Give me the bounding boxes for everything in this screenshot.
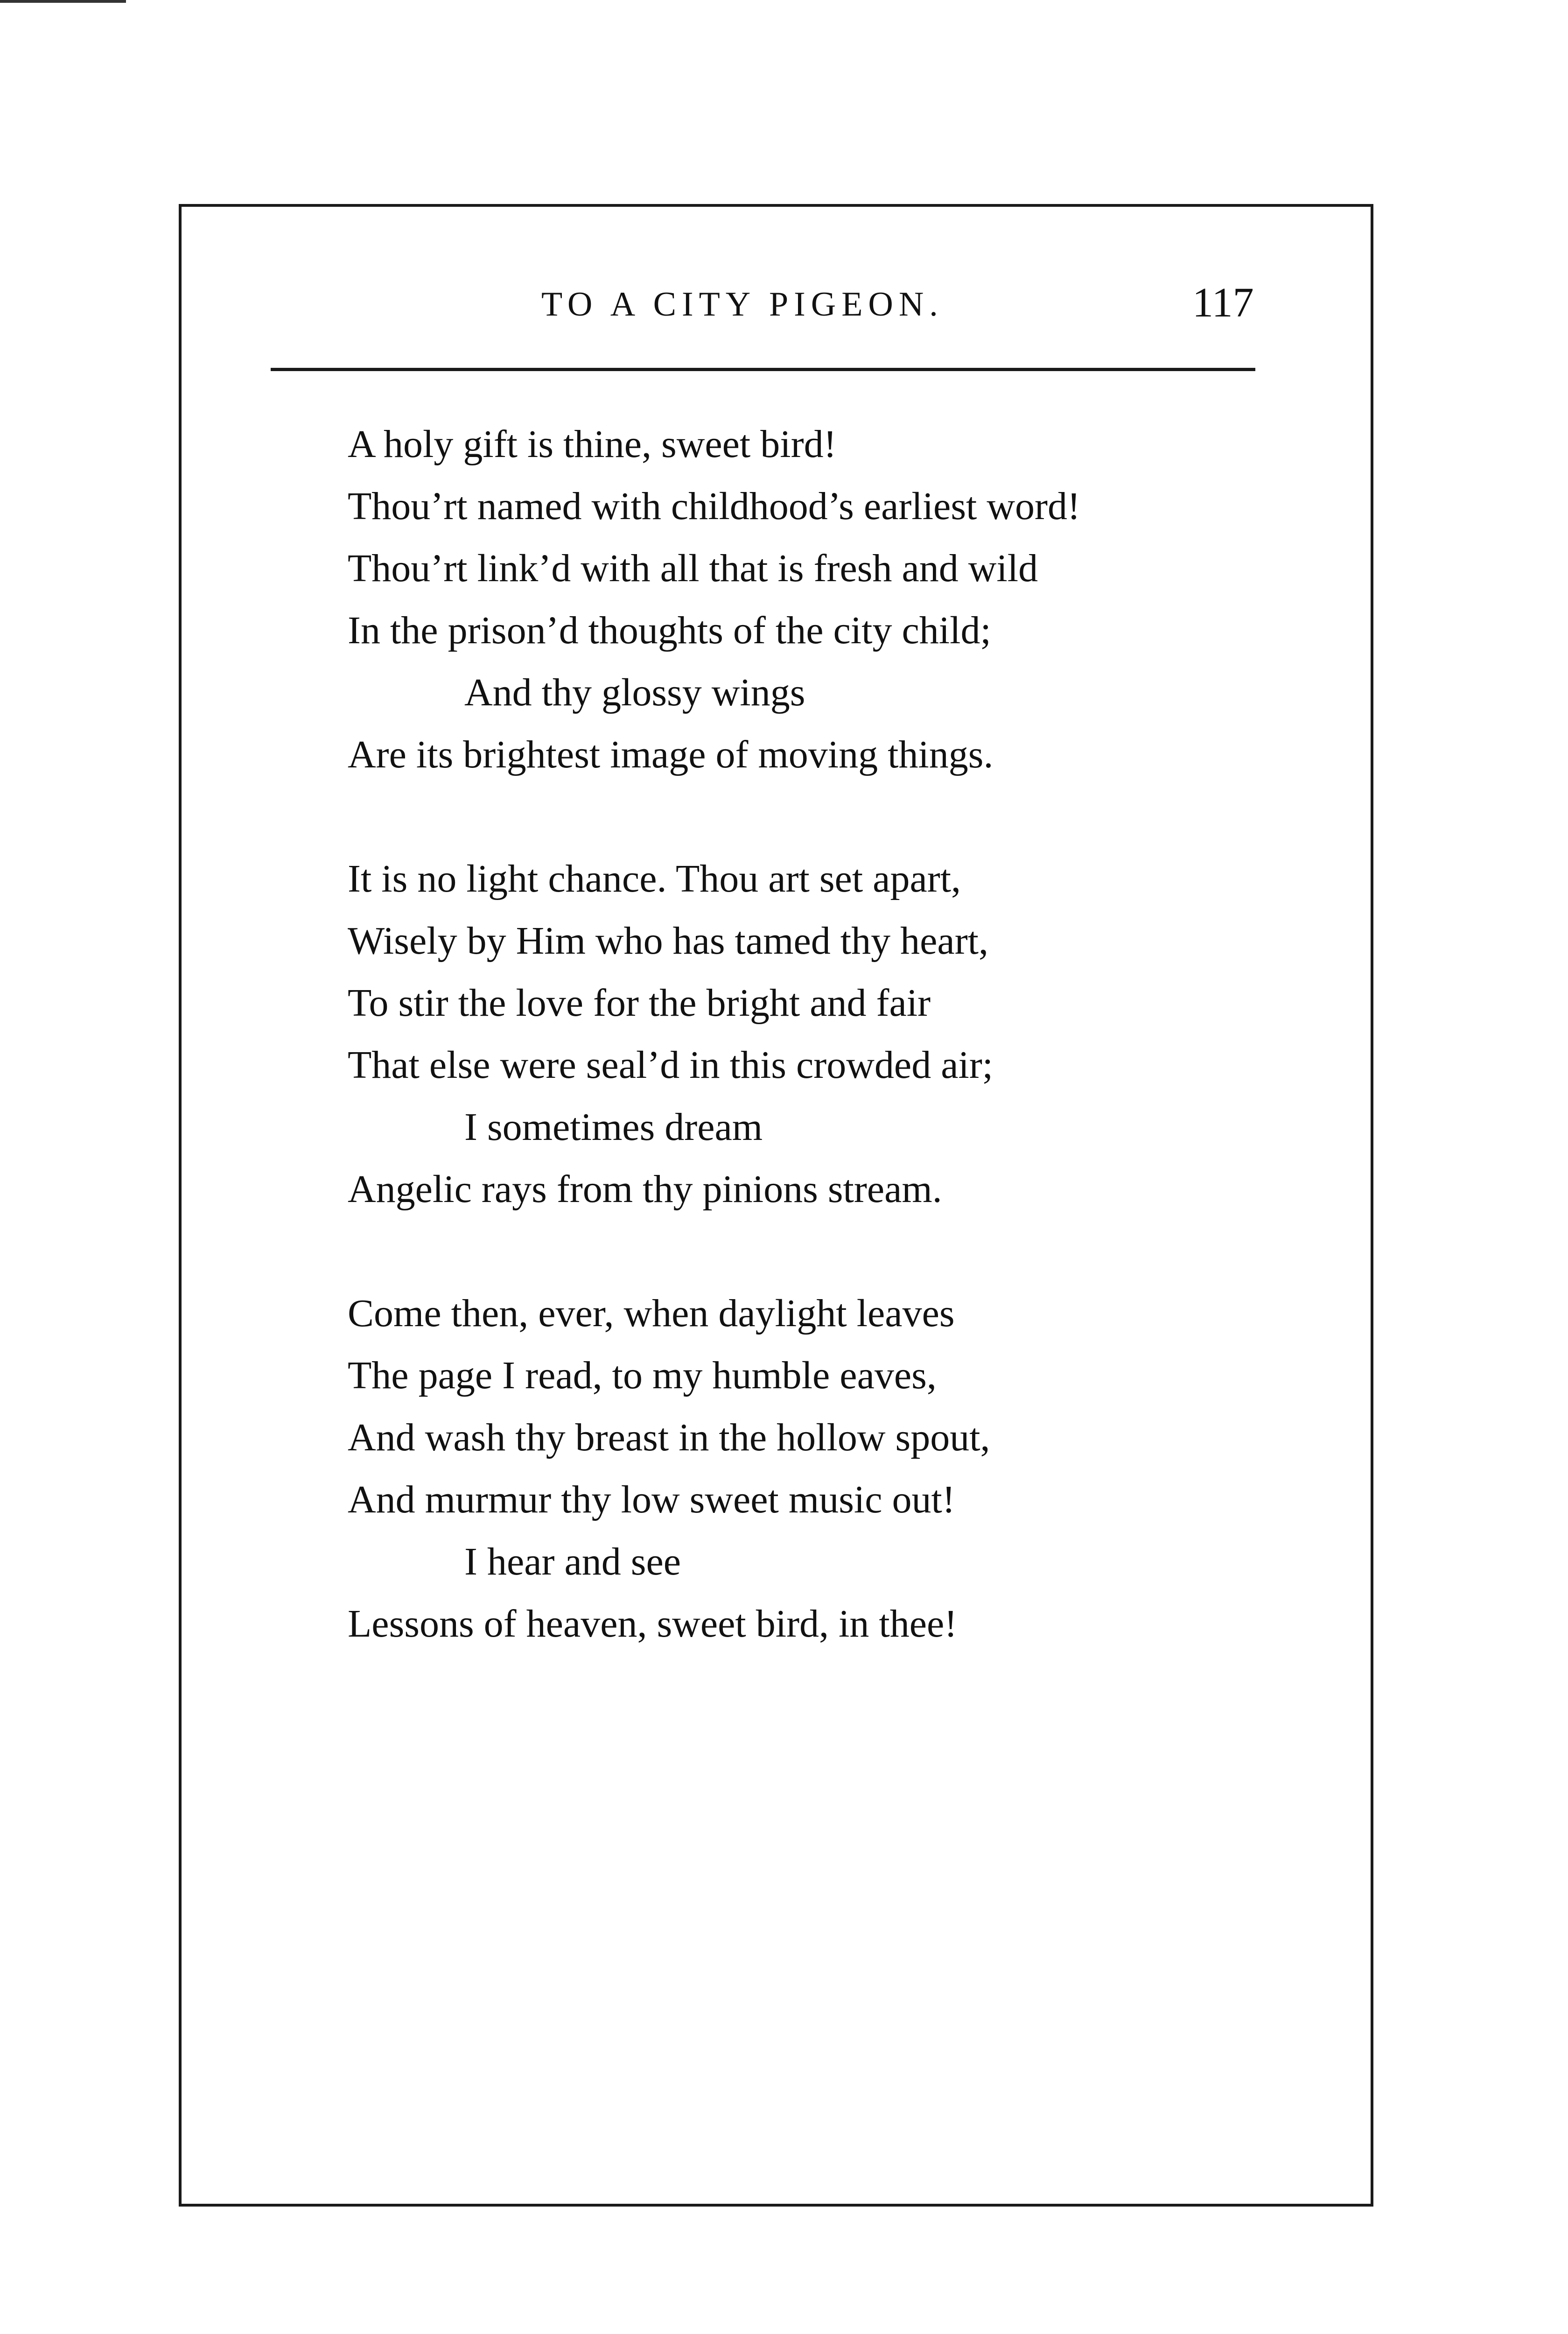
- poem-line: And murmur thy low sweet music out!: [348, 1478, 955, 1521]
- poem-line: Come then, ever, when daylight leaves: [348, 1292, 955, 1335]
- header-rule: [271, 368, 1255, 371]
- poem-line: It is no light chance. Thou art set apart,: [348, 857, 961, 900]
- poem-line: Lessons of heaven, sweet bird, in thee!: [348, 1602, 958, 1645]
- poem-line: Thou’rt named with childhood’s earliest word!: [348, 485, 1080, 528]
- stanza: [348, 848, 1234, 1220]
- running-head: [0, 275, 1568, 331]
- poem-line: And thy glossy wings: [464, 671, 805, 714]
- poem-line: That else were seal’d in this crowded air;: [348, 1043, 994, 1087]
- poem-line: And wash thy breast in the hollow spout,: [348, 1416, 990, 1459]
- poem-line: I hear and see: [464, 1540, 681, 1583]
- page-title: TO A CITY PIGEON.: [541, 285, 944, 323]
- stanza: [348, 1282, 1234, 1655]
- poem-line: Are its brightest image of moving things.: [348, 733, 994, 776]
- poem-line: I sometimes dream: [464, 1105, 763, 1149]
- scan-edge-mark: [0, 0, 126, 3]
- poem-line: Thou’rt link’d with all that is fresh and wild: [348, 547, 1038, 590]
- poem-line: In the prison’d thoughts of the city child;: [348, 609, 991, 652]
- poem-body: [348, 413, 1234, 1717]
- stanza: [348, 413, 1234, 786]
- poem-line: The page I read, to my humble eaves,: [348, 1354, 937, 1397]
- page-number: 117: [1192, 280, 1254, 326]
- poem-line: Angelic rays from thy pinions stream.: [348, 1167, 942, 1211]
- poem-line: To stir the love for the bright and fair: [348, 981, 931, 1025]
- poem-line: A holy gift is thine, sweet bird!: [348, 422, 837, 466]
- poem-line: Wisely by Him who has tamed thy heart,: [348, 919, 988, 963]
